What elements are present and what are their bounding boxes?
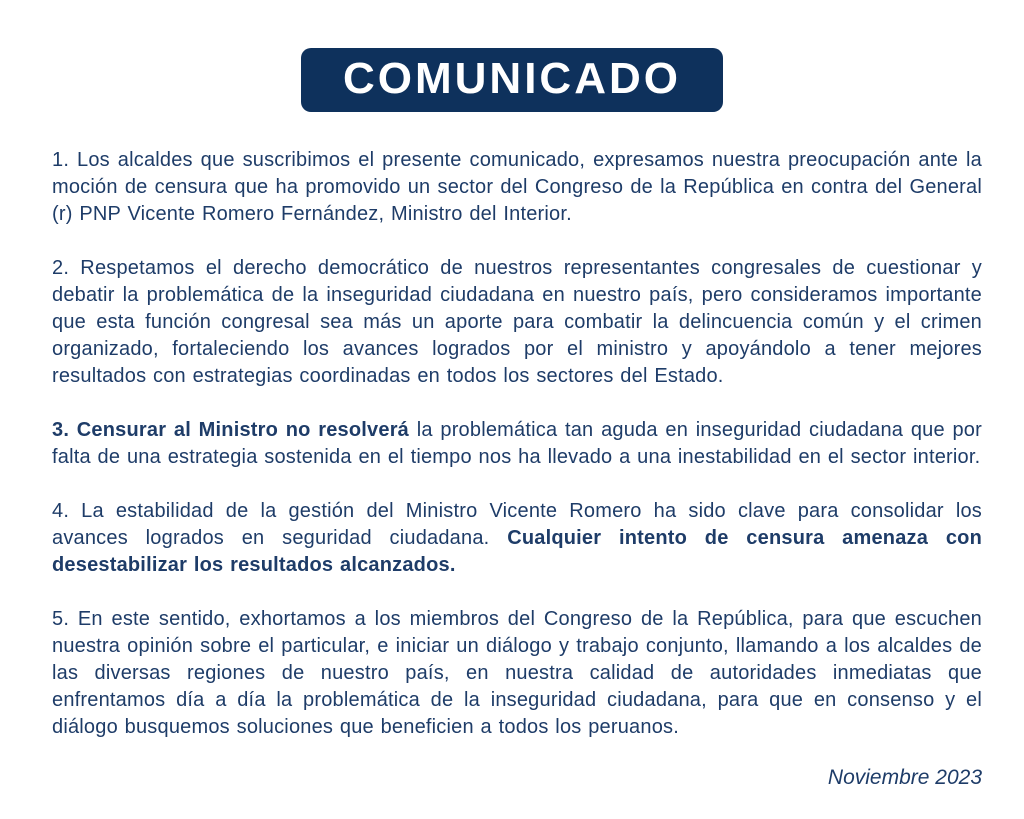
- paragraph-4: [52, 498, 982, 579]
- paragraph-3: [52, 417, 982, 471]
- date-line: Noviembre 2023: [827, 765, 982, 789]
- text-segment: 4. La estabilidad de la gestión del Ministro Vicente Romero ha sido clave para consolidar los avances logrados en seguridad ciudadana.: [52, 499, 982, 549]
- text-segment: 1. Los alcaldes que suscribimos el presente comunicado, expresamos nuestra preocupación ante la moción de censura que ha promovido un sector del Congreso de la República en contra del General (r) PNP Vicente Romero Fernández, Ministro del Interior.: [52, 148, 982, 225]
- header: [0, 0, 1024, 112]
- title-banner: [301, 48, 723, 112]
- page-title: COMUNICADO: [343, 54, 681, 103]
- text-segment: la problemática tan aguda en inseguridad ciudadana que por falta de una estrategia sostenida en el tiempo nos ha llevado a una inestabilidad en el sector interior.: [52, 418, 982, 468]
- paragraph-2: [52, 255, 982, 390]
- paragraph-5: [52, 606, 982, 741]
- text-segment: 2. Respetamos el derecho democrático de nuestros representantes congresales de cuestionar y debatir la problemática de la inseguridad ciudadana en nuestro país, pero consideramos importante que esta función congresal sea más un aporte para combatir la delincuencia común y el crimen organizado, fortaleciendo los avances logrados por el ministro y apoyándolo a tener mejores resultados con estrategias coordinadas en todos los sectores del Estado.: [52, 256, 982, 387]
- paragraph-1: [52, 147, 982, 228]
- text-segment: 5. En este sentido, exhortamos a los miembros del Congreso de la República, para que escuchen nuestra opinión sobre el particular, e iniciar un diálogo y trabajo conjunto, llamando a los alcaldes de las diversas regiones de nuestro país, en nuestra calidad de autoridades inmediatas que enfrentamos día a día la problemática de la inseguridad ciudadana, para que en consenso y el diálogo busquemos soluciones que beneficien a todos los peruanos.: [52, 607, 982, 738]
- communique-body: [0, 112, 1024, 791]
- bold-text-segment: Cualquier intento de censura amenaza con desestabilizar los resultados alcanzados.: [52, 526, 982, 576]
- bold-text-segment: 3. Censurar al Ministro no resolverá: [52, 418, 410, 441]
